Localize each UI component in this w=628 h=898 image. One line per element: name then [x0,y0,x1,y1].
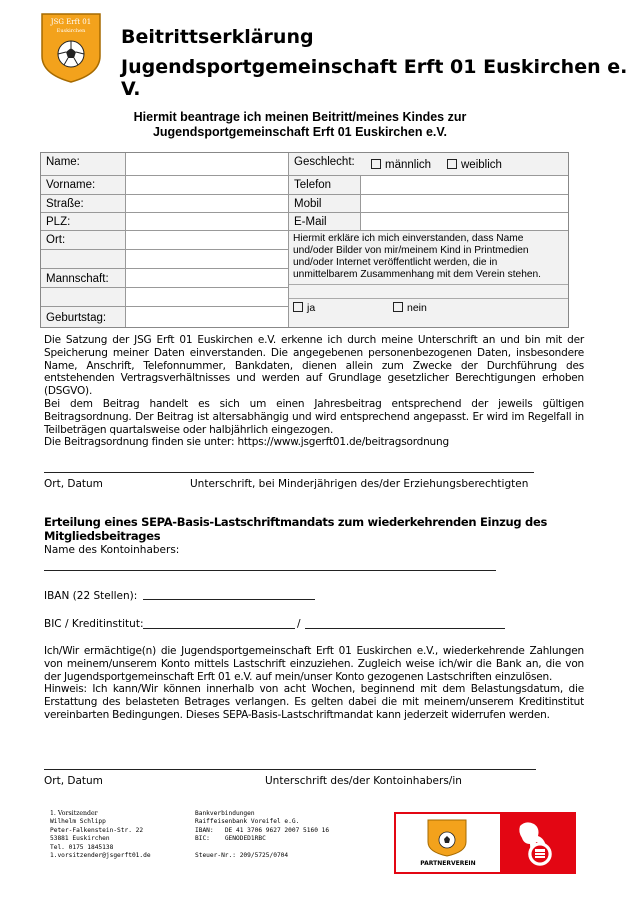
email-input[interactable] [361,213,568,231]
strasse-input[interactable] [126,195,289,213]
ort-input[interactable] [126,231,289,250]
vorname-label: Vorname: [41,176,126,195]
geburtstag-input[interactable] [126,307,289,327]
email-label: E-Mail [289,213,361,231]
bic-line[interactable] [143,628,295,629]
bic-separator: / [297,618,301,630]
signature-account-holder-label: Unterschrift des/der Kontoinhabers/in [265,775,462,787]
footer-chairman: 1. Vorsitzender Wilhelm Schlipp Peter-Falkenstein-Str. 22 53881 Euskirchen Tel. 0175 1845138 1.vorsitzender@jsgerft01.de [50,810,151,860]
ort-datum-label-1: Ort, Datum [44,478,103,490]
geschlecht-label: Geschlecht: [294,156,355,168]
weiblich-option[interactable]: weiblich [447,159,502,171]
svg-text:JSG Erft 01: JSG Erft 01 [50,18,92,26]
spacer-input-2[interactable] [126,288,289,307]
maennlich-checkbox[interactable] [371,159,381,169]
iban-line[interactable] [143,599,315,600]
name-label: Name: [41,153,126,176]
iban-label: IBAN (22 Stellen): [44,590,138,602]
ort-label: Ort: [41,231,126,250]
telefon-label: Telefon [289,176,361,195]
signature-line-1[interactable] [44,472,534,473]
footer-bank: Bankverbindungen Raiffeisenbank Voreifel e.G. IBAN: DE 41 3706 9627 2007 5160 16 BIC: GENODED1RBC Steuer-Nr.: 209/5725/0704 [195,810,330,860]
signature-guardian-label: Unterschrift, bei Minderjährigen des/der Erziehungsberechtigten [190,478,529,490]
mobil-input[interactable] [361,195,568,213]
geburtstag-label: Geburtstag: [41,307,126,327]
ort-datum-label-2: Ort, Datum [44,775,103,787]
bic-label: BIC / Kreditinstitut: [44,618,144,630]
photo-consent [289,231,568,327]
ja-option[interactable]: ja [293,302,315,314]
mannschaft-input[interactable] [126,269,289,288]
svg-text:Euskirchen: Euskirchen [56,28,86,34]
kreditinstitut-line[interactable] [305,628,505,629]
fc-koeln-logo [510,818,560,868]
signature-line-2[interactable] [44,769,536,770]
telefon-input[interactable] [361,176,568,195]
kontoinhaber-label: Name des Kontoinhabers: [44,544,180,556]
partner-banner [394,812,576,874]
weiblich-checkbox[interactable] [447,159,457,169]
nein-option[interactable]: nein [393,302,427,314]
intro-text: Hiermit beantrage ich meinen Beitritt/meines Kindes zur Jugendsportgemeinschaft Erft 01 Euskirchen e.V. [133,110,467,139]
kontoinhaber-line[interactable] [44,570,496,571]
nein-checkbox[interactable] [393,302,403,312]
form-title: Beitrittserklärung [121,26,314,48]
plz-label: PLZ: [41,213,126,231]
spacer-row-2 [41,288,126,307]
strasse-label: Straße: [41,195,126,213]
mannschaft-label: Mannschaft: [41,269,126,288]
plz-input[interactable] [126,213,289,231]
club-logo [40,12,102,84]
geschlecht-row [289,153,568,176]
club-logo-small [426,818,468,858]
vorname-input[interactable] [126,176,289,195]
member-form [40,152,569,328]
sepa-title: Erteilung eines SEPA-Basis-Lastschriftmandats zum wiederkehrenden Einzug des Mitgliedsbeitrages [44,515,547,543]
spacer-input[interactable] [126,250,289,269]
partner-label: PARTNERVEREIN [420,860,476,867]
consent-text: Hiermit erkläre ich mich einverstanden, dass Name und/oder Bilder von mir/meinem Kind in Printmedien und/oder Internet veröffentlicht werden, die in unmittelbarem Zusammenhang mit dem Verein stehen. [293,233,542,280]
maennlich-option[interactable]: männlich [371,159,431,171]
satzung-text: Die Satzung der JSG Erft 01 Euskirchen e.V. erkenne ich durch meine Unterschrift an und bin mit der Speicherung meiner Daten einverstanden. Die angegebenen personenbezogenen Daten, insbesondere Name, Anschrift, Telefonnummer, Bankdaten, dienen allein zum Zwecke der Durchführung des entstehenden Vertragsverhältnisses und werden auf Grundlage gesetzlicher Berechtigungen erhoben (DSGVO). Bei dem Beitrag handelt es sich um einen Jahresbeitrag entsprechend der jeweils gültigen Beitragsordnung. Der Beitrag ist altersabhängig und wird entsprechend angepasst. Er wird im Regelfall in Teilbeträgen quartalsweise oder halbjährlich eingezogen. Die Beitragsordnung finden sie unter: https://www.jsgerft01.de/beitragsordnung [44,334,584,449]
ja-checkbox[interactable] [293,302,303,312]
name-input[interactable] [126,153,289,176]
spacer-row [41,250,126,269]
mobil-label: Mobil [289,195,361,213]
sepa-mandate-text: Ich/Wir ermächtige(n) die Jugendsportgemeinschaft Erft 01 Euskirchen e.V., wiederkehrende Zahlungen von meinem/unserem Konto mittels Lastschrift einzuziehen. Zugleich weise ich/wir die Bank an, die von der Jugendsportgemeinschaft Erft 01 e.V. auf mein/unser Konto gezogenen Lastschriften einzulösen. Hinweis: Ich kann/Wir können innerhalb von acht Wochen, beginnend mit dem Belastungsdatum, die Erstattung des belasteten Betrages verlangen. Es gelten dabei die mit meinem/unserem Kreditinstitut vereinbarten Bedingungen. Dieses SEPA-Basis-Lastschriftmandat kann jederzeit widerrufen werden. [44,645,584,721]
club-name-title: Jugendsportgemeinschaft Erft 01 Euskirchen e. V. [121,56,628,100]
